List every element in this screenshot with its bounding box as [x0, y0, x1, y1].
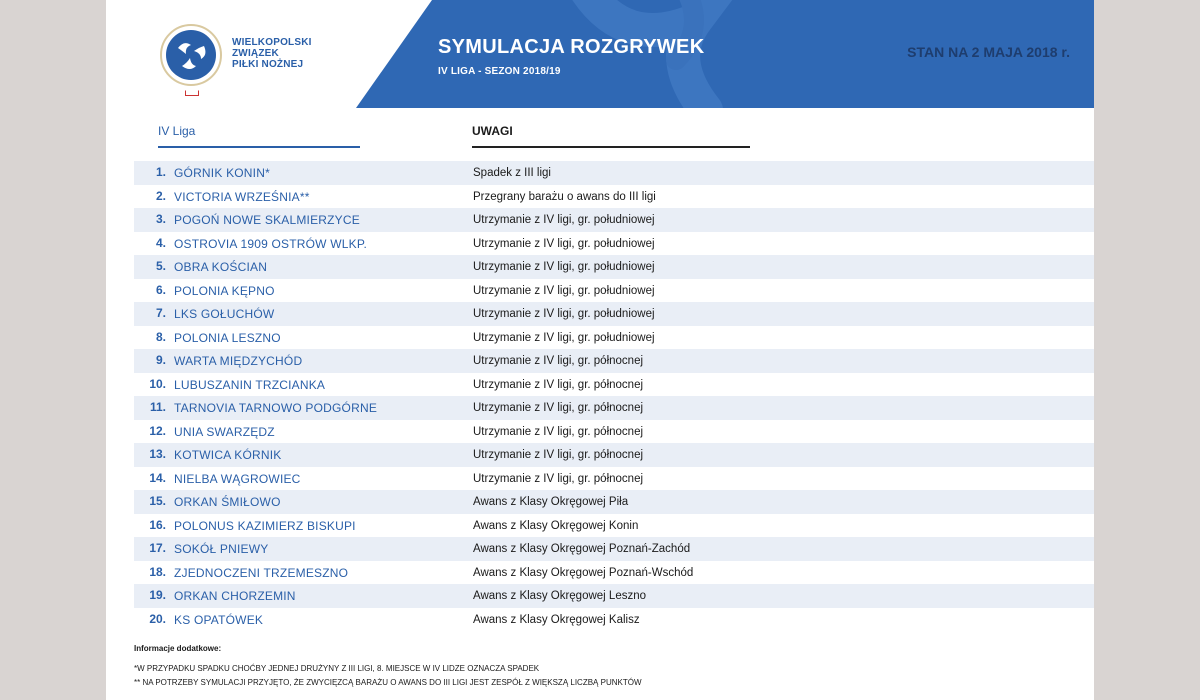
- row-note: Awans z Klasy Okręgowej Leszno: [473, 590, 647, 602]
- row-number: 3.: [155, 212, 166, 226]
- table-row: [134, 490, 1094, 514]
- logo-line-1: WIELKOPOLSKI: [232, 37, 312, 48]
- status-date: STAN NA 2 MAJA 2018 r.: [907, 44, 1070, 60]
- row-note: Przegrany barażu o awans do III ligi: [473, 190, 656, 203]
- logo-line-3: PIŁKI NOŻNEJ: [232, 59, 304, 70]
- team-name: POGOŃ NOWE SKALMIERZYCE: [174, 213, 360, 227]
- row-note: Utrzymanie z IV ligi, gr. południowej: [473, 237, 655, 250]
- row-note: Spadek z III ligi: [473, 167, 551, 179]
- wzpn-emblem-icon: [160, 24, 222, 86]
- table-row: [134, 396, 1094, 420]
- row-number: 14.: [149, 470, 166, 485]
- row-note: Awans z Klasy Okręgowej Piła: [473, 496, 629, 508]
- logo-line-2: ZWIĄZEK: [232, 48, 279, 59]
- row-number: 2.: [155, 188, 166, 203]
- row-number: 4.: [155, 235, 166, 250]
- team-name: KS OPATÓWEK: [174, 612, 264, 627]
- footer-note-1: *W PRZYPADKU SPADKU CHOĆBY JEDNEJ DRUŻYNY Z III LIGI, 8. MIEJSCE W IV LIDZE OZNACZA SPADEK: [134, 664, 540, 673]
- table-row: [134, 373, 1094, 397]
- row-number: 17.: [149, 541, 166, 555]
- team-name: POLONUS KAZIMIERZ BISKUPI: [174, 518, 356, 533]
- row-note: Awans z Klasy Okręgowej Poznań-Wschód: [473, 566, 694, 579]
- table-row: [134, 349, 1094, 373]
- row-number: 9.: [155, 353, 166, 367]
- row-number: 8.: [155, 329, 166, 344]
- row-number: 1.: [155, 165, 166, 179]
- row-note: Utrzymanie z IV ligi, gr. południowej: [473, 261, 655, 273]
- flag-icon: [185, 90, 199, 96]
- row-note: Utrzymanie z IV ligi, gr. północnej: [473, 449, 644, 461]
- team-name: LKS GOŁUCHÓW: [174, 307, 275, 321]
- table-row: [134, 161, 1094, 185]
- team-name: TARNOVIA TARNOWO PODGÓRNE: [174, 401, 378, 415]
- row-note: Utrzymanie z IV ligi, gr. północnej: [473, 355, 644, 367]
- row-number: 16.: [149, 517, 166, 532]
- table-row: [134, 185, 1094, 209]
- document-page: [106, 0, 1094, 700]
- table-row: [134, 302, 1094, 326]
- team-name: SOKÓŁ PNIEWY: [174, 542, 269, 556]
- team-name: GÓRNIK KONIN*: [174, 166, 270, 180]
- column-header-notes: UWAGI: [472, 124, 750, 148]
- team-name: KOTWICA KÓRNIK: [174, 448, 282, 462]
- page-title: SYMULACJA ROZGRYWEK: [438, 36, 705, 58]
- row-note: Utrzymanie z IV ligi, gr. północnej: [473, 472, 644, 485]
- team-name: NIELBA WĄGROWIEC: [174, 471, 301, 486]
- row-note: Utrzymanie z IV ligi, gr. południowej: [473, 331, 655, 344]
- row-number: 11.: [149, 400, 166, 414]
- row-note: Utrzymanie z IV ligi, gr. południowej: [473, 214, 655, 226]
- row-note: Utrzymanie z IV ligi, gr. południowej: [473, 284, 655, 297]
- row-number: 19.: [149, 588, 166, 602]
- row-note: Utrzymanie z IV ligi, gr. północnej: [473, 402, 644, 414]
- row-note: Awans z Klasy Okręgowej Kalisz: [473, 613, 640, 626]
- table-row: [134, 561, 1094, 585]
- team-name: POLONIA LESZNO: [174, 330, 281, 345]
- table-row: [134, 255, 1094, 279]
- table-row: [134, 232, 1094, 256]
- row-note: Utrzymanie z IV ligi, gr. północnej: [473, 378, 644, 391]
- team-name: UNIA SWARZĘDZ: [174, 424, 275, 439]
- wzpn-logo: [160, 24, 330, 94]
- team-name: POLONIA KĘPNO: [174, 283, 275, 298]
- table-row: [134, 514, 1094, 538]
- row-number: 12.: [149, 423, 166, 438]
- row-number: 20.: [149, 611, 166, 626]
- team-name: VICTORIA WRZEŚNIA**: [174, 189, 310, 204]
- table-row: [134, 584, 1094, 608]
- logo-text: [232, 37, 342, 70]
- footer-title: Informacje dodatkowe:: [134, 644, 222, 653]
- standings-table: [134, 161, 1094, 631]
- table-row: [134, 420, 1094, 444]
- team-name: OBRA KOŚCIAN: [174, 260, 268, 274]
- table-row: [134, 467, 1094, 491]
- team-name: LUBUSZANIN TRZCIANKA: [174, 377, 326, 392]
- page-subtitle: IV LIGA - SEZON 2018/19: [438, 66, 561, 77]
- team-name: WARTA MIĘDZYCHÓD: [174, 354, 303, 368]
- team-name: ORKAN CHORZEMIN: [174, 589, 296, 603]
- table-row: [134, 208, 1094, 232]
- row-number: 6.: [155, 282, 166, 297]
- row-number: 7.: [155, 306, 166, 320]
- row-number: 13.: [149, 447, 166, 461]
- row-note: Utrzymanie z IV ligi, gr. południowej: [473, 308, 655, 320]
- row-number: 15.: [149, 494, 166, 508]
- row-number: 5.: [155, 259, 166, 273]
- table-row: [134, 326, 1094, 350]
- row-number: 10.: [149, 376, 166, 391]
- footer-note-2: ** NA POTRZEBY SYMULACJI PRZYJĘTO, ŻE ZWYCIĘZCĄ BARAŻU O AWANS DO III LIGI JEST ZESPÓŁ Z WIĘKSZĄ LICZBĄ PUNKTÓW: [134, 678, 642, 687]
- team-name: OSTROVIA 1909 OSTRÓW WLKP.: [174, 236, 368, 251]
- table-row: [134, 279, 1094, 303]
- column-header-league: IV Liga: [158, 124, 360, 148]
- row-note: Utrzymanie z IV ligi, gr. północnej: [473, 425, 644, 438]
- team-name: ORKAN ŚMIŁOWO: [174, 495, 281, 509]
- row-note: Awans z Klasy Okręgowej Poznań-Zachód: [473, 543, 691, 555]
- table-row: [134, 537, 1094, 561]
- table-row: [134, 443, 1094, 467]
- row-note: Awans z Klasy Okręgowej Konin: [473, 519, 639, 532]
- row-number: 18.: [149, 564, 166, 579]
- team-name: ZJEDNOCZENI TRZEMESZNO: [174, 565, 349, 580]
- table-row: [134, 608, 1094, 632]
